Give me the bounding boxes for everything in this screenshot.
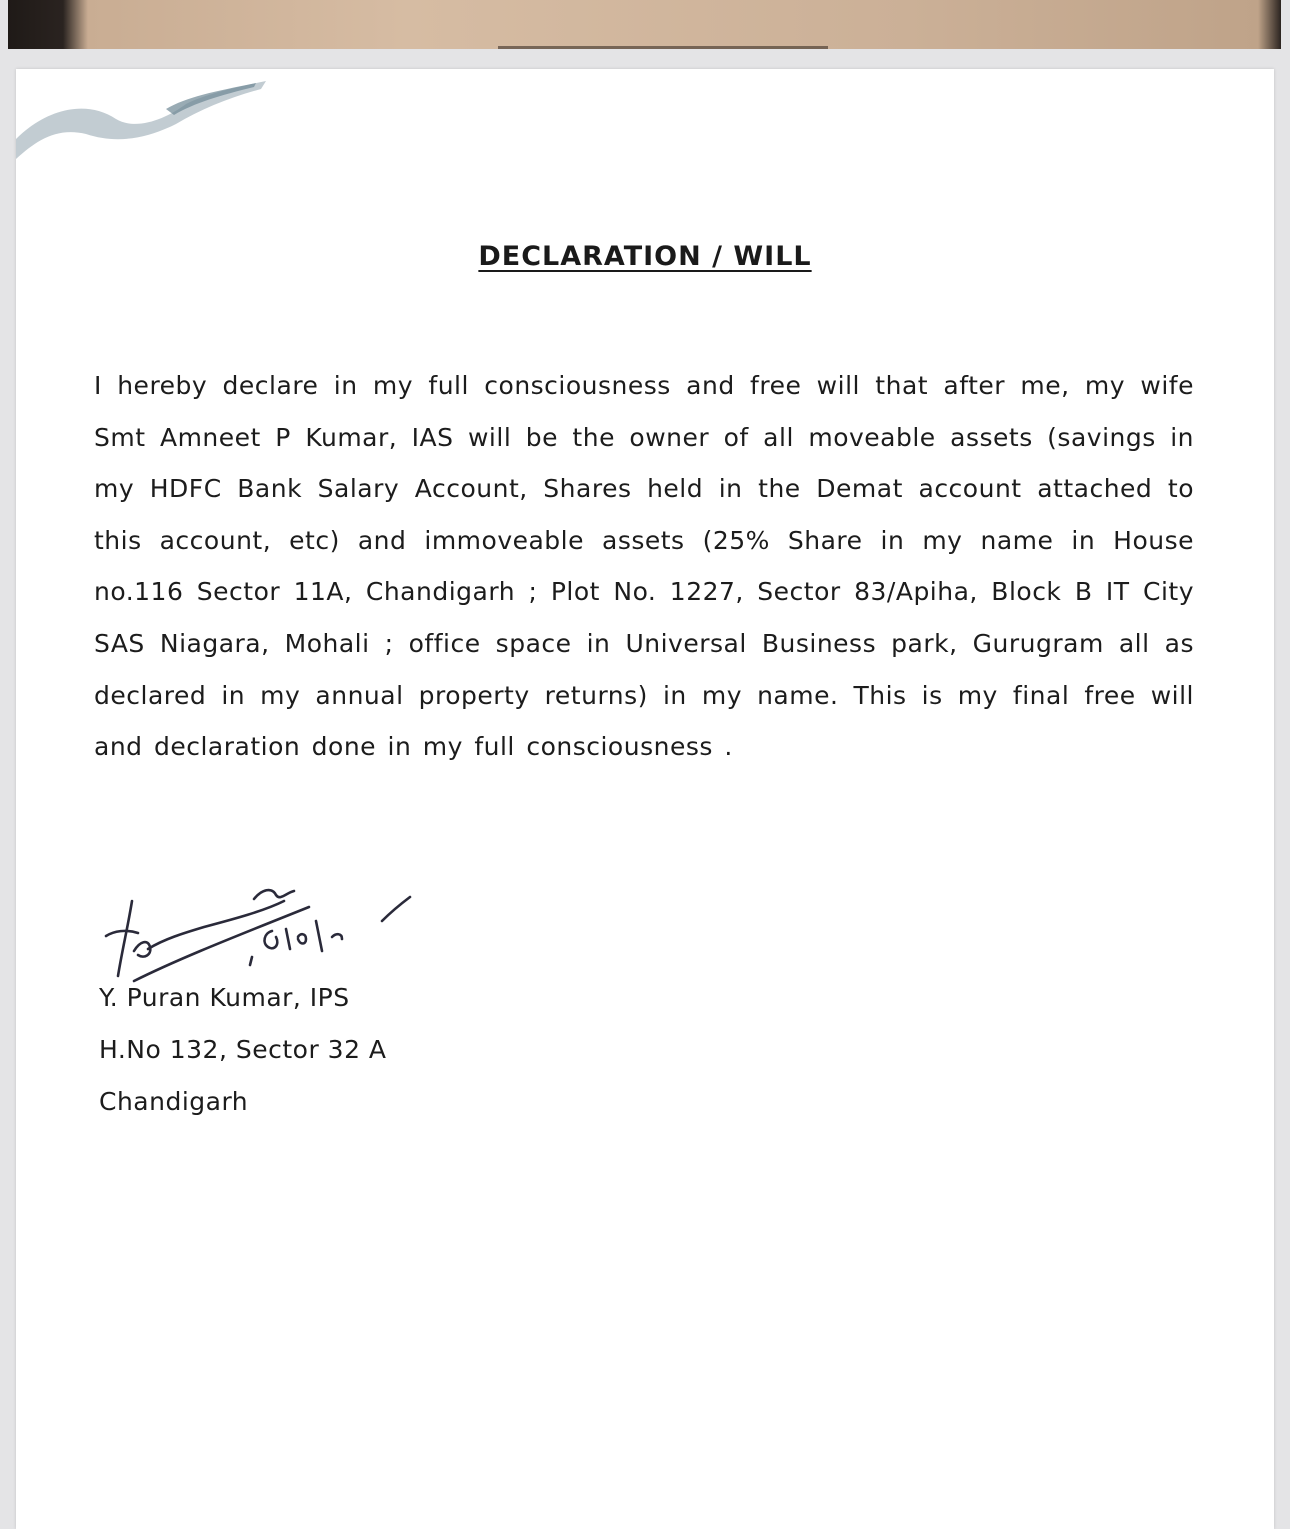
background-photo-strip bbox=[8, 0, 1281, 49]
declaration-body: I hereby declare in my full consciousness and free will that after me, my wife Smt Amneet P Kumar, IAS will be the owner of all moveable assets (savings in my HDFC Bank Salary Account, Shares held in the Demat account attached to this account, etc) and immoveable assets (25% Share in my name in House no.116 Sector 11A, Chandigarh ; Plot No. 1227, Sector 83/Apiha, Block B IT City SAS Niagara, Mohali ; office space in Universal Business park, Gurugram all as declared in my annual property returns) in my name. This is my final free will and declaration done in my full consciousness . bbox=[94, 371, 1194, 762]
document-page bbox=[16, 69, 1274, 1529]
signatory-address-line1: H.No 132, Sector 32 A bbox=[99, 1035, 387, 1064]
document-title: DECLARATION / WILL bbox=[478, 241, 812, 272]
handwritten-signature-icon bbox=[104, 881, 424, 991]
signatory-address-line2: Chandigarh bbox=[99, 1087, 249, 1116]
signatory-name: Y. Puran Kumar, IPS bbox=[99, 983, 350, 1012]
corner-smudge-icon bbox=[16, 69, 276, 179]
strip-shadow bbox=[498, 46, 828, 49]
